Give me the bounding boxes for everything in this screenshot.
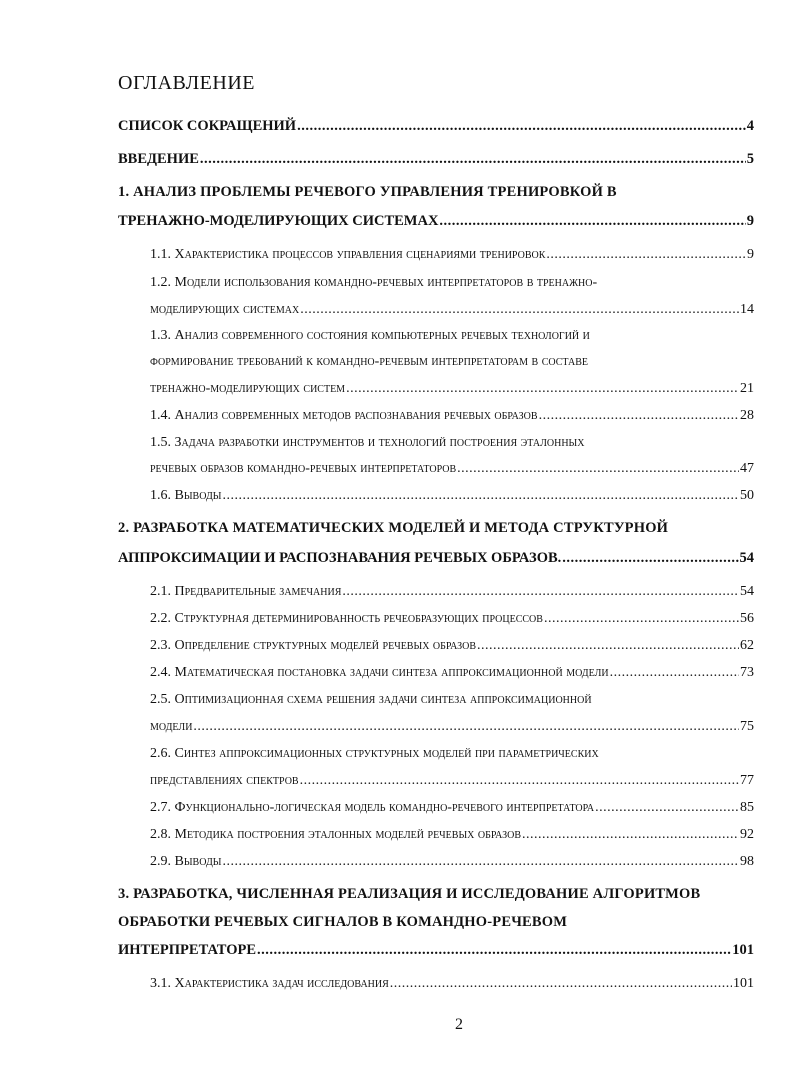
toc-leader xyxy=(297,118,746,135)
toc-label: речевых образов командно-речевых интерпретаторов xyxy=(150,461,457,476)
toc-label: СПИСОК СОКРАЩЕНИЙ xyxy=(118,118,297,134)
toc-label: 2.3. Определение структурных моделей речевых образов xyxy=(150,638,477,653)
toc-leader xyxy=(457,461,739,477)
toc-label: 2.9. Выводы xyxy=(150,854,222,869)
toc-entry-2-9[interactable] xyxy=(150,854,754,870)
toc-entry-2-3[interactable] xyxy=(150,638,754,654)
toc-leader xyxy=(346,381,739,397)
toc-leader xyxy=(477,638,739,654)
toc-label: тренажно-моделирующих систем xyxy=(150,381,346,396)
toc-label: 1.4. Анализ современных методов распознавания речевых образов xyxy=(150,408,538,423)
toc-leader xyxy=(544,611,739,627)
toc-entry-1-6[interactable] xyxy=(150,488,754,504)
toc-leader xyxy=(223,854,740,870)
toc-page: 9 xyxy=(746,213,754,229)
toc-page: 98 xyxy=(740,854,754,869)
toc-entry-2-6[interactable] xyxy=(150,773,754,789)
toc-page: 21 xyxy=(740,381,754,396)
toc-page: 77 xyxy=(740,773,754,788)
toc-entry-abbreviations[interactable] xyxy=(118,118,754,135)
toc-leader xyxy=(522,827,739,843)
chapter-3-title[interactable]: 3. РАЗРАБОТКА, ЧИСЛЕННАЯ РЕАЛИЗАЦИЯ И ИССЛЕДОВАНИЕ АЛГОРИТМОВ xyxy=(118,886,701,902)
toc-entry-introduction[interactable] xyxy=(118,151,754,168)
toc-page: 101 xyxy=(732,942,754,958)
chapter-2-title[interactable]: 2. РАЗРАБОТКА МАТЕМАТИЧЕСКИХ МОДЕЛЕЙ И МЕТОДА СТРУКТУРНОЙ xyxy=(118,520,669,536)
toc-entry-1-4[interactable] xyxy=(150,408,754,424)
toc-entry-2-7[interactable] xyxy=(150,800,754,816)
toc-leader xyxy=(610,665,739,681)
toc-entry-2-2[interactable] xyxy=(150,611,754,627)
toc-leader xyxy=(342,584,739,600)
toc-label: модели xyxy=(150,719,193,734)
toc-entry-1-3-line[interactable]: формирование требований к командно-речевым интерпретаторам в составе xyxy=(150,354,588,369)
toc-entry-2-1[interactable] xyxy=(150,584,754,600)
toc-page: 73 xyxy=(740,665,754,680)
toc-entry-2-4[interactable] xyxy=(150,665,754,681)
chapter-1-title[interactable]: 1. АНАЛИЗ ПРОБЛЕМЫ РЕЧЕВОГО УПРАВЛЕНИЯ ТРЕНИРОВКОЙ В xyxy=(118,184,617,200)
toc-leader xyxy=(539,408,739,424)
toc-entry-2-6-line[interactable]: 2.6. Синтез аппроксимационных структурных моделей при параметрических xyxy=(150,746,599,761)
toc-entry-1-1[interactable] xyxy=(150,247,754,263)
toc-page: 92 xyxy=(740,827,754,842)
page-number: 2 xyxy=(455,1016,463,1033)
toc-leader xyxy=(300,302,739,318)
toc-leader xyxy=(223,488,740,504)
toc-label: АППРОКСИМАЦИИ И РАСПОЗНАВАНИЯ РЕЧЕВЫХ ОБРАЗОВ. xyxy=(118,550,562,566)
toc-leader xyxy=(390,976,732,992)
toc-leader xyxy=(257,942,731,959)
page-title: ОГЛАВЛЕНИЕ xyxy=(118,72,255,94)
toc-label: 1.1. Характеристика процессов управления сценариями тренировок xyxy=(150,247,546,262)
toc-label: ВВЕДЕНИЕ xyxy=(118,151,199,167)
toc-page: 101 xyxy=(733,976,754,991)
toc-page: 56 xyxy=(740,611,754,626)
toc-label: 2.4. Математическая постановка задачи синтеза аппроксимационной модели xyxy=(150,665,609,680)
toc-label: ИНТЕРПРЕТАТОРЕ xyxy=(118,942,256,958)
toc-entry-chapter-3[interactable] xyxy=(118,942,754,959)
toc-page: 62 xyxy=(740,638,754,653)
toc-entry-1-5-line[interactable]: 1.5. Задача разработки инструментов и технологий построения эталонных xyxy=(150,435,585,450)
toc-leader xyxy=(300,773,739,789)
toc-page: 85 xyxy=(740,800,754,815)
toc-entry-2-5[interactable] xyxy=(150,719,754,735)
toc-label: 2.2. Структурная детерминированность речеобразующих процессов xyxy=(150,611,543,626)
toc-entry-chapter-2[interactable] xyxy=(118,550,754,567)
toc-entry-3-1[interactable] xyxy=(150,976,754,992)
toc-page: 9 xyxy=(747,247,754,262)
toc-label: 3.1. Характеристика задач исследования xyxy=(150,976,389,991)
toc-page: 50 xyxy=(740,488,754,503)
toc-leader xyxy=(200,151,746,168)
toc-entry-2-8[interactable] xyxy=(150,827,754,843)
chapter-3-title[interactable]: ОБРАБОТКИ РЕЧЕВЫХ СИГНАЛОВ В КОМАНДНО-РЕЧЕВОМ xyxy=(118,914,568,930)
toc-label: представлениях спектров xyxy=(150,773,299,788)
toc-label: моделирующих системах xyxy=(150,302,300,317)
toc-leader xyxy=(562,550,738,567)
toc-page: 4 xyxy=(746,118,754,134)
toc-page: 14 xyxy=(740,302,754,317)
toc-entry-2-5-line[interactable]: 2.5. Оптимизационная схема решения задачи синтеза аппроксимационной xyxy=(150,692,592,707)
toc-entry-chapter-1[interactable] xyxy=(118,213,754,230)
toc-page: 28 xyxy=(740,408,754,423)
toc-label: 2.8. Методика построения эталонных моделей речевых образов xyxy=(150,827,522,842)
toc-label: 1.6. Выводы xyxy=(150,488,222,503)
toc-page: 5 xyxy=(746,151,754,167)
toc-page: 75 xyxy=(740,719,754,734)
toc-entry-1-3-line[interactable]: 1.3. Анализ современного состояния компьютерных речевых технологий и xyxy=(150,328,590,343)
toc-leader xyxy=(439,213,745,230)
toc-entry-1-2-line[interactable]: 1.2. Модели использования командно-речевых интерпретаторов в тренажно- xyxy=(150,275,598,290)
toc-leader xyxy=(193,719,739,735)
toc-page: 54 xyxy=(739,550,754,566)
toc-entry-1-3[interactable] xyxy=(150,381,754,397)
toc-page: 47 xyxy=(740,461,754,476)
toc-label: ТРЕНАЖНО-МОДЕЛИРУЮЩИХ СИСТЕМАХ xyxy=(118,213,439,229)
toc-label: 2.7. Функционально-логическая модель командно-речевого интерпретатора xyxy=(150,800,595,815)
toc-leader xyxy=(595,800,739,816)
toc-label: 2.1. Предварительные замечания xyxy=(150,584,342,599)
toc-entry-1-2[interactable] xyxy=(150,302,754,318)
toc-leader xyxy=(546,247,746,263)
toc-page: 54 xyxy=(740,584,754,599)
toc-entry-1-5[interactable] xyxy=(150,461,754,477)
